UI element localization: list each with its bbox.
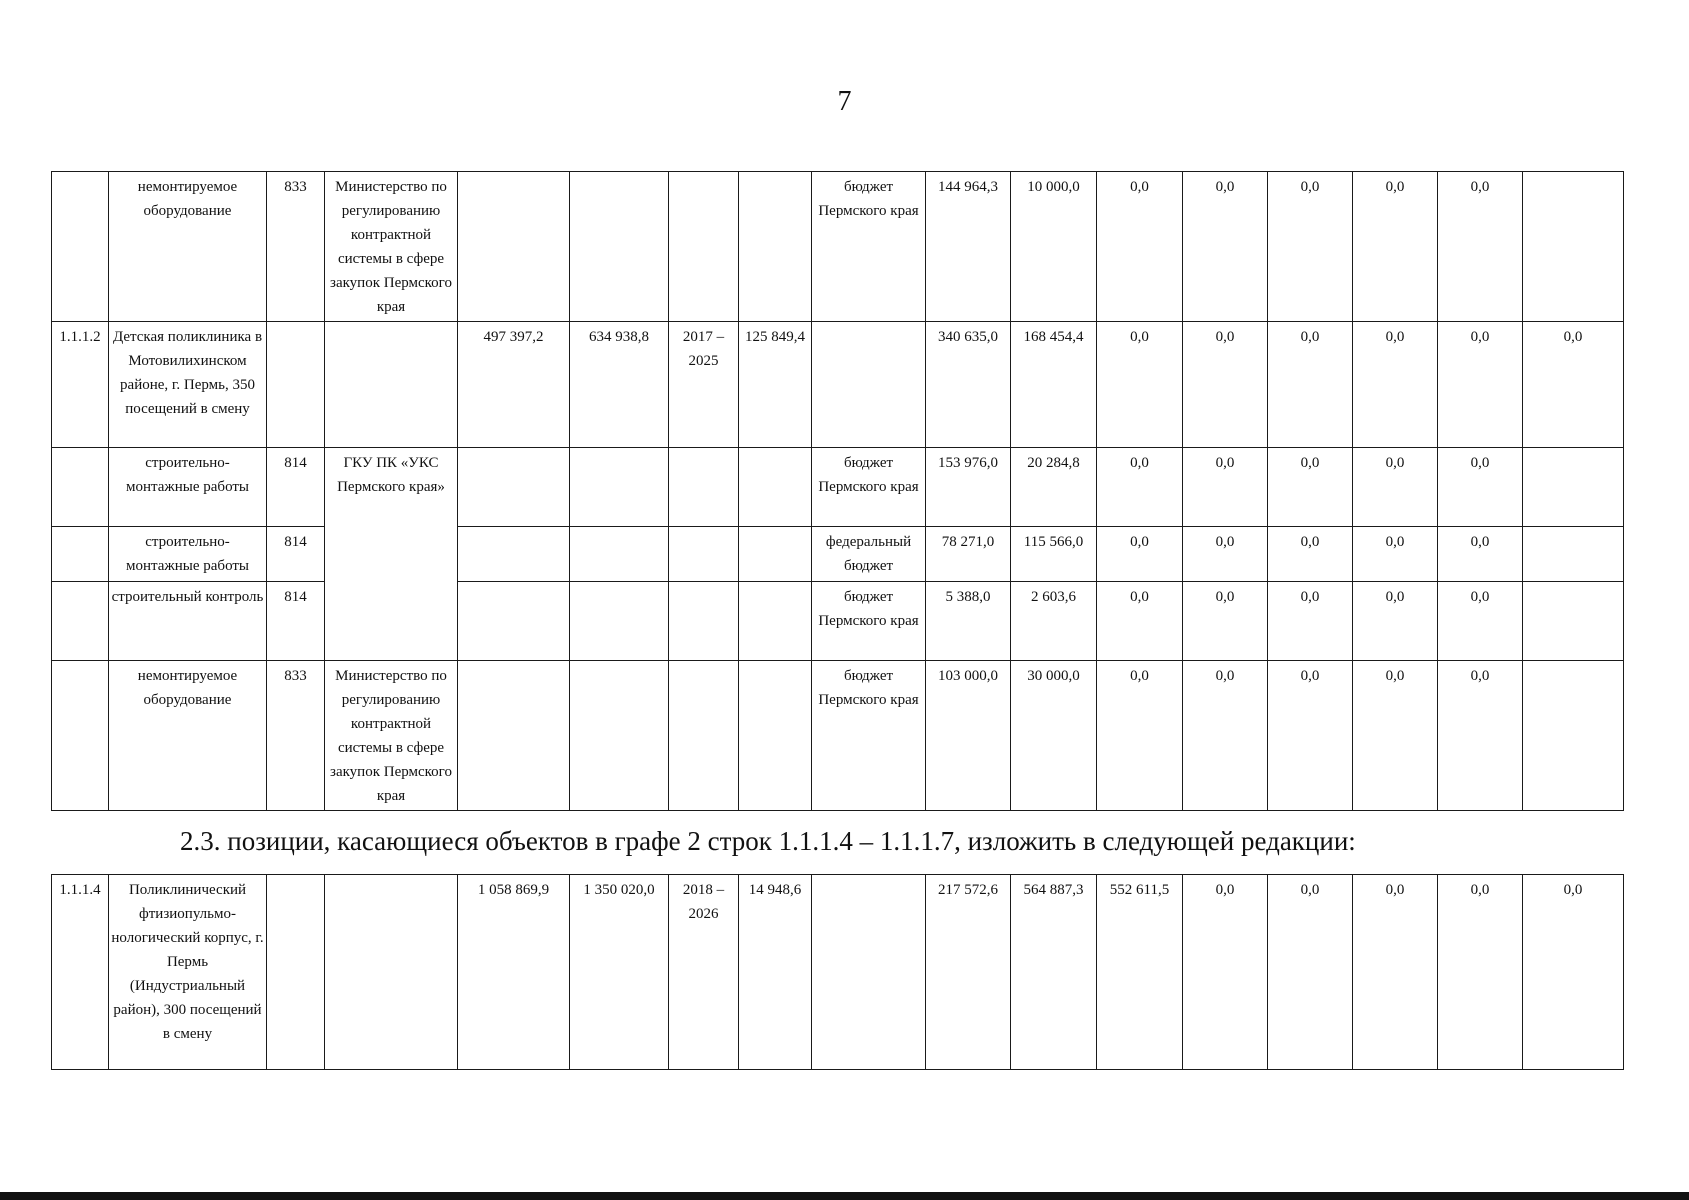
table-row: [52, 448, 1624, 527]
year-value: 0,0: [1353, 527, 1438, 582]
funding-source: бюджет Пермского края: [812, 582, 926, 661]
total-cost: [570, 582, 669, 661]
year-value: 0,0: [1097, 172, 1183, 322]
total-cost: [570, 172, 669, 322]
object-name: Детская поликлиника в Мотовилихинском районе, г. Пермь, 350 посещений в смену: [109, 322, 267, 448]
period: 2017 – 2025: [669, 322, 739, 448]
estimated-cost: [458, 661, 570, 811]
row-code: 1.1.1.2: [52, 322, 109, 448]
year-value: 0,0: [1353, 172, 1438, 322]
year-value: 0,0: [1523, 875, 1624, 1070]
year-value: 0,0: [1097, 527, 1183, 582]
total-cost: [570, 661, 669, 811]
year-value: 0,0: [1438, 527, 1523, 582]
year-value: 217 572,6: [926, 875, 1011, 1070]
table-row: [52, 582, 1624, 661]
year-value: 0,0: [1183, 322, 1268, 448]
year-value: 0,0: [1438, 582, 1523, 661]
year-value: 0,0: [1438, 172, 1523, 322]
year-value: 0,0: [1438, 661, 1523, 811]
table-row: [52, 875, 1624, 1070]
row-code: [52, 661, 109, 811]
object-name: строительно-монтажные работы: [109, 448, 267, 527]
total-cost: 634 938,8: [570, 322, 669, 448]
table-row: [52, 322, 1624, 448]
administrator: ГКУ ПК «УКС Пермского края»: [325, 448, 458, 661]
kbk-code: 814: [267, 448, 325, 527]
year-value: 0,0: [1183, 172, 1268, 322]
year-value: 115 566,0: [1011, 527, 1097, 582]
year-value: 0,0: [1438, 448, 1523, 527]
table-row: [52, 172, 1624, 322]
table-row: [52, 527, 1624, 582]
year-value: 0,0: [1097, 322, 1183, 448]
budget-table: [51, 171, 1624, 811]
section-heading: 2.3. позиции, касающиеся объектов в графе 2 строк 1.1.1.4 – 1.1.1.7, изложить в следующей редакции:: [180, 826, 1356, 856]
page-number: 7: [837, 86, 852, 117]
estimated-cost: 497 397,2: [458, 322, 570, 448]
year-value: 0,0: [1183, 875, 1268, 1070]
period: [669, 527, 739, 582]
year-value: 0,0: [1268, 448, 1353, 527]
spent-amount: 125 849,4: [739, 322, 812, 448]
scan-bottom-edge: [0, 1192, 1689, 1200]
year-value: 564 887,3: [1011, 875, 1097, 1070]
object-name: немонтируемое оборудование: [109, 661, 267, 811]
kbk-code: 814: [267, 582, 325, 661]
administrator: Министерство по регулированию контрактной системы в сфере закупок Пермского края: [325, 661, 458, 811]
period: [669, 172, 739, 322]
year-value: 103 000,0: [926, 661, 1011, 811]
year-value: 5 388,0: [926, 582, 1011, 661]
spent-amount: 14 948,6: [739, 875, 812, 1070]
year-value: 0,0: [1353, 448, 1438, 527]
year-value: 0,0: [1353, 661, 1438, 811]
kbk-code: 814: [267, 527, 325, 582]
year-value: 0,0: [1438, 322, 1523, 448]
year-value: 0,0: [1268, 582, 1353, 661]
row-code: 1.1.1.4: [52, 875, 109, 1070]
year-value: 0,0: [1268, 875, 1353, 1070]
kbk-code: 833: [267, 172, 325, 322]
year-value: [1523, 448, 1624, 527]
year-value: 78 271,0: [926, 527, 1011, 582]
year-value: 0,0: [1097, 661, 1183, 811]
row-code: [52, 172, 109, 322]
administrator: Министерство по регулированию контрактной системы в сфере закупок Пермского края: [325, 172, 458, 322]
year-value: 0,0: [1183, 448, 1268, 527]
spent-amount: [739, 172, 812, 322]
year-value: 10 000,0: [1011, 172, 1097, 322]
year-value: [1523, 527, 1624, 582]
year-value: 0,0: [1523, 322, 1624, 448]
spent-amount: [739, 582, 812, 661]
administrator: [325, 875, 458, 1070]
spent-amount: [739, 527, 812, 582]
kbk-code: [267, 875, 325, 1070]
estimated-cost: [458, 582, 570, 661]
year-value: 168 454,4: [1011, 322, 1097, 448]
row-code: [52, 448, 109, 527]
year-value: 153 976,0: [926, 448, 1011, 527]
total-cost: 1 350 020,0: [570, 875, 669, 1070]
total-cost: [570, 527, 669, 582]
table-row: [52, 661, 1624, 811]
year-value: 0,0: [1097, 582, 1183, 661]
year-value: [1523, 582, 1624, 661]
total-cost: [570, 448, 669, 527]
spent-amount: [739, 448, 812, 527]
funding-source: [812, 322, 926, 448]
funding-source: бюджет Пермского края: [812, 448, 926, 527]
year-value: 20 284,8: [1011, 448, 1097, 527]
year-value: 30 000,0: [1011, 661, 1097, 811]
funding-source: бюджет Пермского края: [812, 661, 926, 811]
period: 2018 – 2026: [669, 875, 739, 1070]
year-value: 0,0: [1353, 875, 1438, 1070]
object-name: Поликлинический фтизиопульмо-нологический корпус, г. Пермь (Индустриальный район), 300 посещений в смену: [109, 875, 267, 1070]
year-value: 0,0: [1268, 661, 1353, 811]
funding-source: [812, 875, 926, 1070]
estimated-cost: 1 058 869,9: [458, 875, 570, 1070]
year-value: 2 603,6: [1011, 582, 1097, 661]
spent-amount: [739, 661, 812, 811]
funding-source: федеральный бюджет: [812, 527, 926, 582]
year-value: 0,0: [1268, 527, 1353, 582]
year-value: 144 964,3: [926, 172, 1011, 322]
budget-table-2: [51, 874, 1624, 1070]
estimated-cost: [458, 448, 570, 527]
row-code: [52, 527, 109, 582]
estimated-cost: [458, 527, 570, 582]
funding-source: бюджет Пермского края: [812, 172, 926, 322]
year-value: 340 635,0: [926, 322, 1011, 448]
year-value: 0,0: [1183, 661, 1268, 811]
row-code: [52, 582, 109, 661]
year-value: 0,0: [1183, 582, 1268, 661]
year-value: 0,0: [1353, 582, 1438, 661]
estimated-cost: [458, 172, 570, 322]
object-name: строительный контроль: [109, 582, 267, 661]
year-value: 552 611,5: [1097, 875, 1183, 1070]
year-value: 0,0: [1353, 322, 1438, 448]
administrator: [325, 322, 458, 448]
year-value: 0,0: [1183, 527, 1268, 582]
object-name: строительно-монтажные работы: [109, 527, 267, 582]
year-value: 0,0: [1268, 172, 1353, 322]
year-value: 0,0: [1438, 875, 1523, 1070]
period: [669, 661, 739, 811]
year-value: [1523, 172, 1624, 322]
year-value: 0,0: [1097, 448, 1183, 527]
year-value: [1523, 661, 1624, 811]
kbk-code: [267, 322, 325, 448]
kbk-code: 833: [267, 661, 325, 811]
period: [669, 582, 739, 661]
period: [669, 448, 739, 527]
object-name: немонтируемое оборудование: [109, 172, 267, 322]
year-value: 0,0: [1268, 322, 1353, 448]
